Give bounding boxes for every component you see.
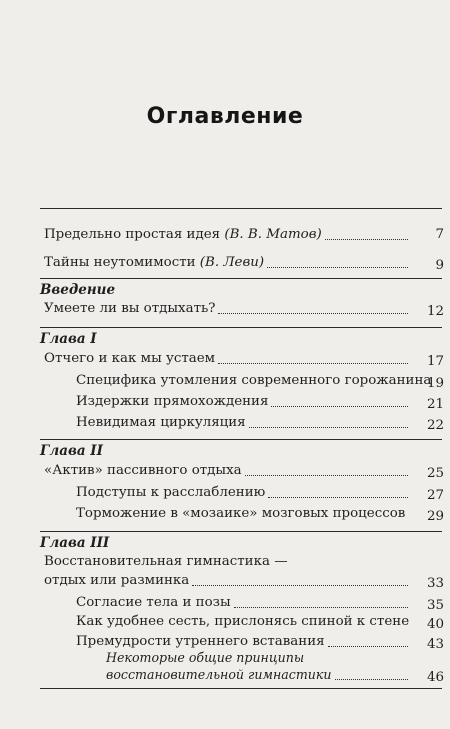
section-rule <box>40 278 442 279</box>
toc-entry-title: Торможение в «мозаике» мозговых процессов <box>76 506 406 521</box>
toc-entry-title: отдых или разминка <box>44 573 190 588</box>
page-number: 29 <box>426 509 444 524</box>
toc-entry-why-we-tire[interactable] <box>44 350 444 369</box>
section-rule <box>40 439 442 440</box>
page-number: 22 <box>426 418 444 433</box>
toc-entry-title: Отчего и как мы устаем <box>44 351 216 366</box>
section-rule <box>40 327 442 328</box>
dot-leader <box>218 362 408 364</box>
toc-entry-relaxation[interactable] <box>76 484 444 503</box>
dot-leader <box>325 238 408 240</box>
toc-entry-general-principles[interactable] <box>106 666 444 685</box>
page-number: 27 <box>426 488 444 503</box>
toc-entry-title: «Актив» пассивного отдыха <box>44 463 242 478</box>
toc-entry-title: Как удобнее сесть, прислонясь спиной к стене <box>76 614 410 629</box>
dot-leader <box>192 584 408 586</box>
page-number: 21 <box>426 397 444 412</box>
toc-entry-brain-inhibition[interactable] <box>76 505 444 524</box>
page-number: 43 <box>426 637 444 652</box>
toc-entry-title: Премудрости утреннего вставания <box>76 634 325 649</box>
dot-leader <box>245 474 408 476</box>
dot-leader <box>335 678 408 680</box>
dot-leader <box>268 496 408 498</box>
toc-entry-title: Тайны неутомимости (В. Леви) <box>44 255 265 270</box>
toc-entry-title: Издержки прямохождения <box>76 394 269 409</box>
dot-leader <box>234 606 408 608</box>
dot-leader <box>218 312 408 314</box>
section-heading-chapter-1: Глава I <box>40 331 97 347</box>
toc-entry-upright-walking[interactable] <box>76 393 444 412</box>
page-number: 7 <box>435 227 444 242</box>
toc-entry-morning-waking[interactable] <box>76 633 444 652</box>
toc-entry-foreword-matov[interactable] <box>44 226 444 243</box>
page-number: 12 <box>426 304 444 319</box>
toc-entry-title-line-1: Некоторые общие принципы <box>106 650 305 665</box>
toc-entry-title: восстановительной гимнастики <box>106 667 332 682</box>
page-number: 46 <box>426 670 444 685</box>
page-title: Оглавление <box>146 104 304 129</box>
toc-entry-title: Предельно простая идея (В. В. Матов) <box>44 227 322 242</box>
page-number: 35 <box>426 598 444 613</box>
section-rule <box>40 531 442 532</box>
dot-leader <box>249 426 408 428</box>
toc-entry-title: Согласие тела и позы <box>76 595 231 610</box>
top-rule <box>40 208 442 209</box>
page-number: 25 <box>426 466 444 481</box>
toc-entry-sitting-against-wall[interactable] <box>76 613 444 632</box>
page-number: 17 <box>426 354 444 369</box>
toc-entry-invisible-circulation[interactable] <box>76 414 444 433</box>
toc-entry-foreword-levi[interactable] <box>44 254 444 273</box>
toc-entry-body-posture[interactable] <box>76 594 444 613</box>
toc-entry-restorative-gymnastics[interactable] <box>44 572 444 591</box>
dot-leader <box>328 645 408 647</box>
toc-entry-title: Подступы к расслаблению <box>76 485 266 500</box>
section-heading-chapter-2: Глава II <box>40 443 103 459</box>
dot-leader <box>271 405 408 407</box>
toc-entry-passive-rest[interactable] <box>44 462 444 481</box>
toc-entry-title: Невидимая циркуляция <box>76 415 246 430</box>
dot-leader <box>267 266 408 268</box>
page-number: 33 <box>426 576 444 591</box>
toc-entry-title: Специфика утомления современного горожанина <box>76 373 432 388</box>
toc-entry-urban-fatigue[interactable] <box>76 372 444 391</box>
page-number: 19 <box>426 376 444 391</box>
toc-entry-title: Умеете ли вы отдыхать? <box>44 301 216 316</box>
page-number: 40 <box>426 617 444 632</box>
section-heading-intro: Введение <box>40 282 116 298</box>
toc-entry-title-line-1: Восстановительная гимнастика — <box>44 554 288 569</box>
page-number: 9 <box>435 258 444 273</box>
section-heading-chapter-3: Глава III <box>40 535 110 551</box>
toc-entry-can-you-rest[interactable] <box>44 300 444 319</box>
bottom-rule <box>40 688 442 689</box>
